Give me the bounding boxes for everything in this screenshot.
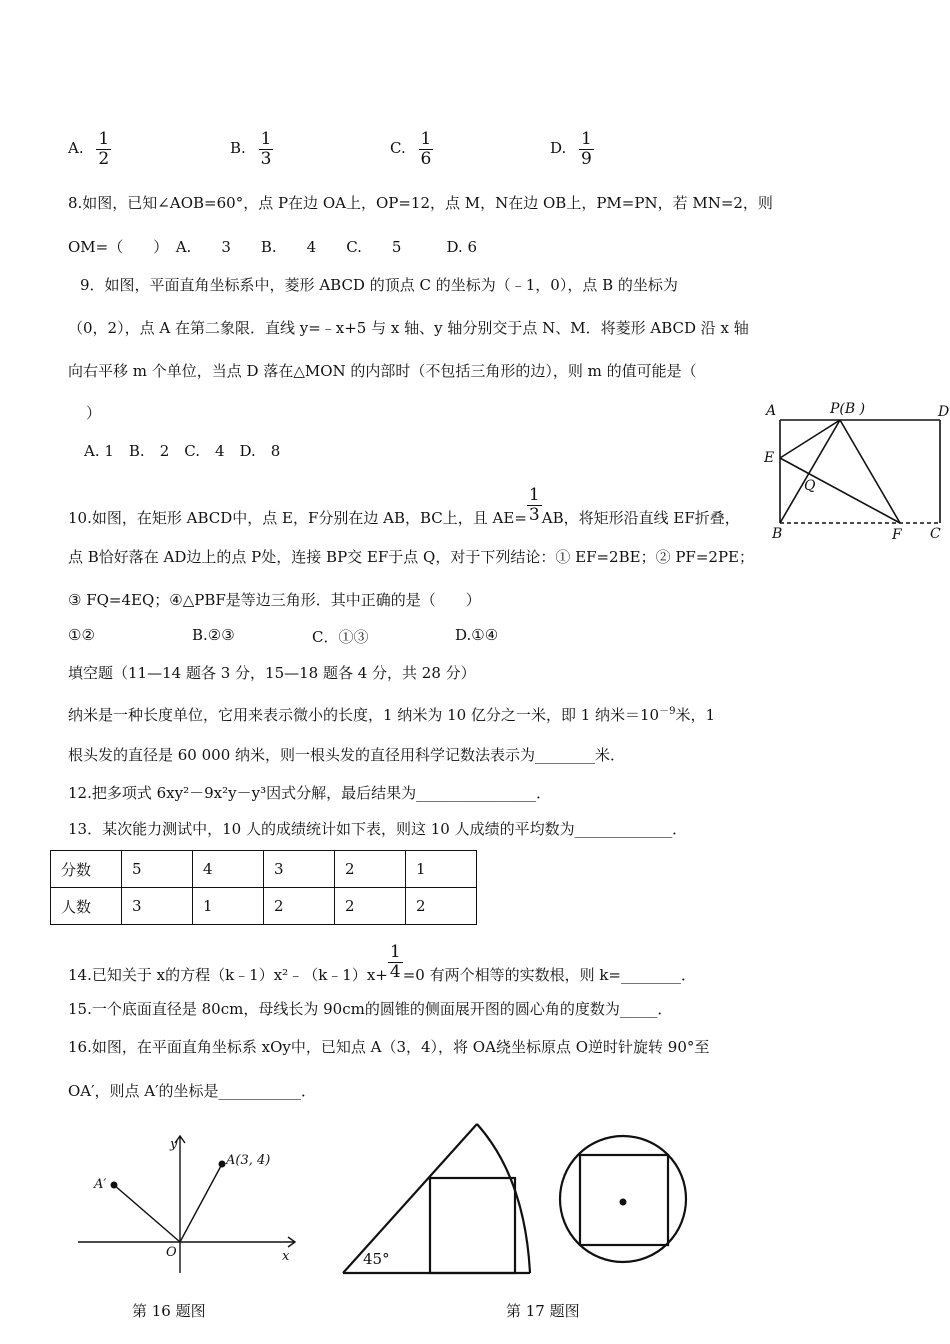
- table-cell: 1: [193, 888, 264, 925]
- table-cell: 5: [122, 851, 193, 888]
- table-cell: 2: [335, 888, 406, 925]
- q16-line2: OA′，则点 A′的坐标是___________．: [68, 1082, 317, 1100]
- table-cell: 2: [335, 851, 406, 888]
- fig16-label-x: x: [282, 1249, 290, 1264]
- fig16-label-y: y: [170, 1137, 178, 1152]
- fig16-caption: 第 16 题图: [132, 1302, 206, 1320]
- q11-line1: 纳米是一种长度单位，它用来表示微小的长度，1 纳米为 10 亿分之一米，即 1 纳米$=10^{-9}$米，1: [68, 706, 716, 724]
- q15: 15.一个底面直径是 80cm，母线长为 90cm的圆锥的侧面展开图的圆心角的度数为_____．: [68, 1000, 673, 1018]
- fig10-label-f: F: [892, 527, 902, 543]
- q11-line2: 根头发的直径是 60 000 纳米，则一根头发的直径用科学记数法表示为________米．: [68, 746, 626, 764]
- q9-line3: 向右平移 m 个单位，当点 D 落在△MON 的内部时（不包括三角形的边），则 m 的值可能是（: [68, 362, 697, 380]
- q10-option-d: D.①④: [455, 626, 499, 644]
- q14: 14.已知关于 x的方程（k﹣1）x²﹣（k﹣1）x+ $\frac{1}{4}$ =0 有两个相等的实数根，则 k=________．: [68, 942, 696, 985]
- fig10-label-p: P(B ): [830, 401, 866, 417]
- table-row: [51, 851, 477, 888]
- table-cell: 3: [264, 851, 335, 888]
- table-cell: 2: [264, 888, 335, 925]
- table-cell: 2: [406, 888, 477, 925]
- q7-option-c: C. $\frac{1}{6}$: [390, 129, 432, 169]
- fig10-label-q: Q: [804, 478, 816, 494]
- q10-option-a: ①②: [68, 626, 95, 644]
- q10-line1: 10.如图，在矩形 ABCD中，点 E，F分别在边 AB，BC上，且 AE= $\frac{1}{3}$ AB，将矩形沿直线 EF折叠，: [68, 485, 740, 528]
- q9-options: A. 1 B. 2 C. 4 D. 8: [84, 442, 281, 460]
- table-cell: 4: [193, 851, 264, 888]
- q7-option-b: B. $\frac{1}{3}$: [230, 129, 272, 169]
- table-row: [51, 888, 477, 925]
- q10-line2: 点 B恰好落在 AD边上的点 P处，连接 BP交 EF于点 Q，对于下列结论：① EF=2BE；② PF=2PE；: [68, 548, 754, 566]
- q7-option-d: D. $\frac{1}{9}$: [550, 129, 592, 169]
- fig10-label-a: A: [766, 403, 777, 419]
- fig17-caption: 第 17 题图: [506, 1302, 580, 1320]
- fig17-angle-label: 45°: [363, 1250, 390, 1268]
- figure-q10: [760, 398, 950, 546]
- q8-line1: 8.如图，已知∠AOB=60°，点 P在边 OA上，OP=12，点 M，N在边 OB上，PM=PN，若 MN=2，则: [68, 194, 773, 212]
- table-cell: 人数: [51, 888, 122, 925]
- table-cell: 3: [122, 888, 193, 925]
- q13: 13．某次能力测试中，10 人的成绩统计如下表，则这 10 人成绩的平均数为_____________．: [68, 820, 688, 838]
- q16-line1: 16.如图，在平面直角坐标系 xOy中，已知点 A（3，4），将 OA绕坐标原点 O逆时针旋转 90°至: [68, 1038, 710, 1056]
- table-cell: 1: [406, 851, 477, 888]
- q10-option-b: B.②③: [192, 626, 235, 644]
- table-cell: 分数: [51, 851, 122, 888]
- q8-line2: OM=（ ） A. 3 B. 4 C. 5 D. 6: [68, 238, 478, 256]
- section-title: 填空题（11—14 题各 3 分，15—18 题各 4 分，共 28 分）: [68, 664, 476, 682]
- score-table: [50, 850, 477, 925]
- q9-line1: 9．如图，平面直角坐标系中，菱形 ABCD 的顶点 C 的坐标为（﹣1，0），点 B 的坐标为: [80, 276, 678, 294]
- q12: 12.把多项式 6xy²－9x²y－y³因式分解，最后结果为________________．: [68, 784, 552, 802]
- fig16-label-a: A(3, 4): [226, 1153, 271, 1168]
- q7-option-a: A. $\frac{1}{2}$: [68, 129, 110, 169]
- fig10-label-b: B: [772, 526, 783, 542]
- fig10-label-c: C: [930, 526, 941, 542]
- q10-line3: ③ FQ=4EQ；④△PBF是等边三角形．其中正确的是（ ）: [68, 591, 481, 609]
- fig10-label-d: D: [938, 404, 950, 420]
- figure-q17: [335, 1118, 690, 1283]
- fig16-label-a-prime: A′: [94, 1177, 107, 1192]
- fig10-label-e: E: [764, 450, 775, 466]
- q9-line2: （0，2），点 A 在第二象限．直线 y=﹣x+5 与 x 轴、y 轴分别交于点 N、M．将菱形 ABCD 沿 x 轴: [68, 319, 749, 337]
- fig16-label-o: O: [166, 1245, 177, 1260]
- figure-q16: [70, 1128, 310, 1278]
- q10-option-c: C．①③: [312, 628, 369, 646]
- q9-line4: ）: [86, 404, 102, 422]
